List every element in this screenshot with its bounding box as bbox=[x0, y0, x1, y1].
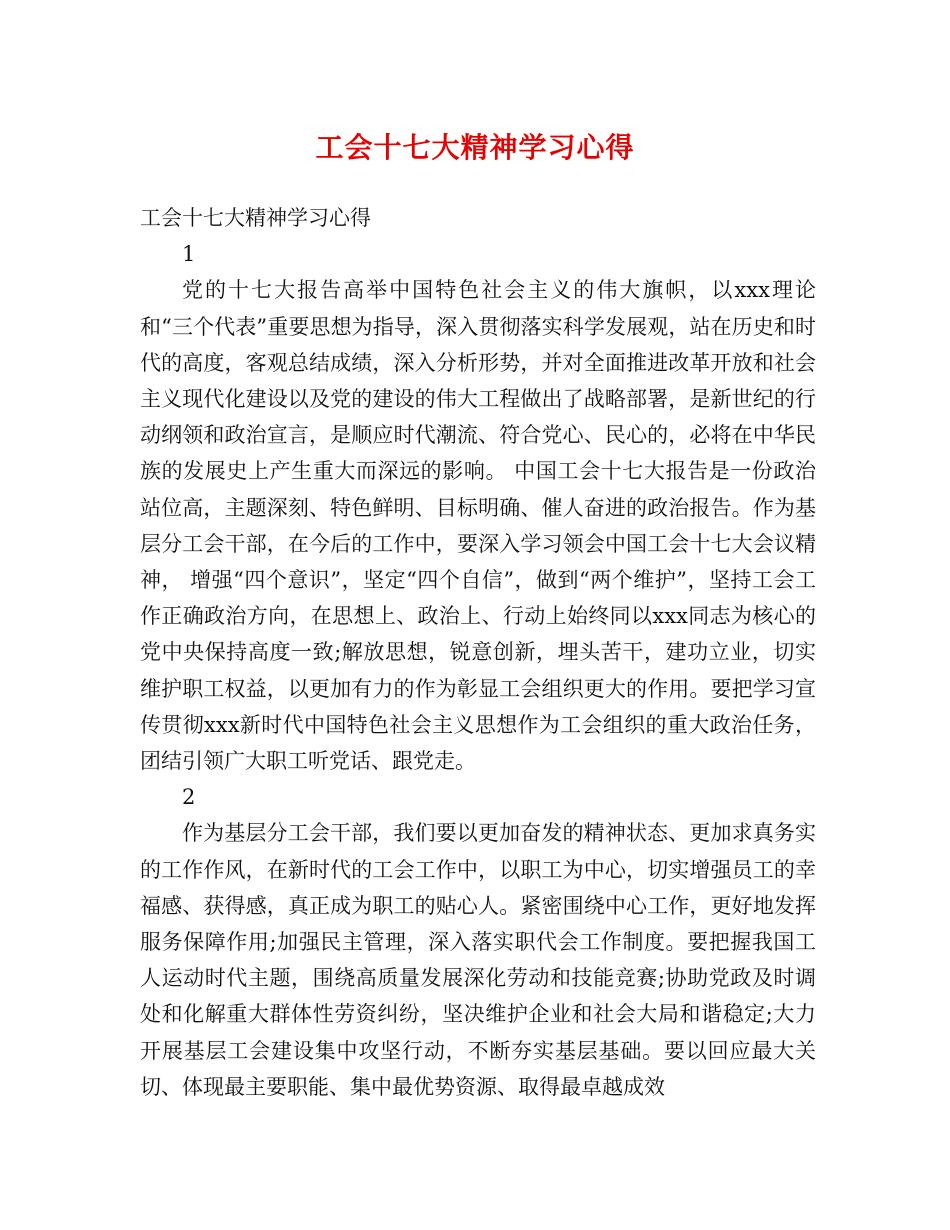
document-title: 工会十七大精神学习心得 bbox=[315, 131, 635, 164]
section-number: 1 bbox=[182, 242, 196, 267]
document-subtitle: 工会十七大精神学习心得 bbox=[140, 206, 371, 230]
section-paragraph: 作为基层分工会干部，我们要以更加奋发的精神状态、更加求真务实的工作作风，在新时代的工会工作中，以职工为中心，切实增强员工的幸福感、获得感，真正成为职工的贴心人。紧密围绕中心工作，更好地发挥服务保障作用;加强民主管理，深入落实职代会工作制度。要把握我国工人运动时代主题，围绕高质量发展深化劳动和技能竞赛;协助党政及时调处和化解重大群体性劳资纠纷，坚决维护企业和社会大局和谐稳定;大力开展基层工会建设集中攻坚行动，不断夯实基层基础。要以回应最大关切、体现最主要职能、集中最优势资源、取得最卓越成效 bbox=[140, 821, 816, 1099]
section-number: 2 bbox=[182, 785, 196, 810]
section-paragraph: 党的十七大报告高举中国特色社会主义的伟大旗帜，以xxx理论和“三个代表”重要思想为指导，深入贯彻落实科学发展观，站在历史和时代的高度，客观总结成绩，深入分析形势，并对全面推进改革开放和社会主义现代化建设以及党的建设的伟大工程做出了战略部署，是新世纪的行动纲领和政治宣言，是顺应时代潮流、符合党心、民心的，必将在中华民族的发展史上产生重大而深远的影响。 中国工会十七大报告是一份政治站位高，主题深刻、特色鲜明、目标明确、催人奋进的政治报告。作为基层分工会干部，在今后的工作中，要深入学习领会中国工会十七大会议精神， 增强“四个意识”，坚定“四个自信”，做到“两个维护”，坚持工会工作正确政治方向，在思想上、政治上、行动上始终同以xxx同志为核心的党中央保持高度一致;解放思想，锐意创新，埋头苦干，建功立业，切实维护职工权益，以更加有力的作为彰显工会组织更大的作用。要把学习宣传贯彻xxx新时代中国特色社会主义思想作为工会组织的重大政治任务，团结引领广大职工听党话、跟党走。 bbox=[140, 278, 816, 774]
document-body bbox=[140, 200, 816, 1105]
